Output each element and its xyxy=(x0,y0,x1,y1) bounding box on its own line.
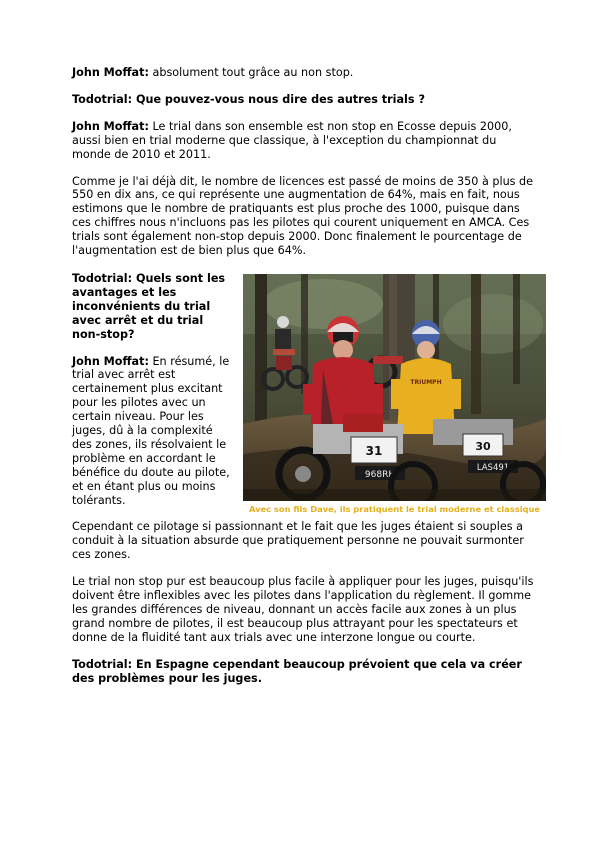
photo-caption: Avec son fils Dave, ils pratiquent le trial moderne et classique xyxy=(248,503,541,514)
speaker-label: John Moffat: xyxy=(72,354,149,368)
document-page xyxy=(72,66,541,699)
right-plate-number: 30 xyxy=(475,439,491,453)
trial-riders-photo xyxy=(243,274,546,501)
paragraph-licences: Comme je l'ai déjà dit, le nombre de licences est passé de moins de 350 à plus de 550 en dix ans, ce qui représente une augmentation de 64%, mais en fait, nous estimons que le nombre de pratiquants est plus proche des 1000, puisque dans ces chiffres nous n'incluons pas les pilotes qui courent uniquement en AMCA. Ces trials sont également non-stop depuis 2000. Donc finalement le pourcentage de l'augmentation est de bien plus que 64%. xyxy=(72,174,534,258)
right-registration: LAS491 xyxy=(476,462,510,473)
answer-text: Le trial dans son ensemble est non stop en Ecosse depuis 2000, aussi bien en trial moderne que classique, à l'exception du championnat du monde de 2010 et 2011. xyxy=(72,119,512,161)
answer-text: En résumé, le trial avec arrêt est certainement plus excitant pour les pilotes avec un certain niveau. Pour les juges, dû à la complexité des zones, ils résolvaient le problème en accordant le bénéfice du doute au pilote, et en étant plus ou moins tolérants. xyxy=(72,354,230,507)
left-plate-number: 31 xyxy=(365,443,383,458)
paragraph-answer-nonstop xyxy=(72,66,536,80)
paragraph-judges: Cependant ce pilotage si passionnant et le fait que les juges étaient si souples a conduit à la situation absurde que pratiquement personne ne pouvait surmonter ces zones. xyxy=(72,520,524,562)
speaker-label: John Moffat: xyxy=(72,119,149,133)
trial-riders-illustration xyxy=(243,274,546,501)
photo-figure xyxy=(243,274,546,514)
left-registration: 968RH xyxy=(364,469,396,480)
question-advantages: Todotrial: Quels sont les avantages et les inconvénients du trial avec arrêt et du trial non-stop? xyxy=(72,271,226,341)
photo-section xyxy=(72,271,541,575)
question-spain: Todotrial: En Espagne cependant beaucoup prévoient que cela va créer des problèmes pour les juges. xyxy=(72,657,522,685)
paragraph-nonstop-pure: Le trial non stop pur est beaucoup plus facile à appliquer pour les juges, puisqu'ils doivent être inflexibles avec les pilotes dans l'application du règlement. Il gomme les grandes différences de niveau, donnant un accès facile aux zones à un plus grand nombre de pilotes, il est beaucoup plus attrayant pour les spectateurs et donne de la fluidité tant aux trials avec une interzone longue ou courte. xyxy=(72,575,534,644)
answer-text: absolument tout grâce au non stop. xyxy=(148,66,354,79)
shirt-logo: TRIUMPH xyxy=(410,378,442,386)
paragraph-answer-scotland xyxy=(72,120,536,162)
speaker-label: John Moffat: xyxy=(72,66,149,79)
question-other-trials: Todotrial: Que pouvez-vous nous dire des autres trials ? xyxy=(72,92,425,106)
